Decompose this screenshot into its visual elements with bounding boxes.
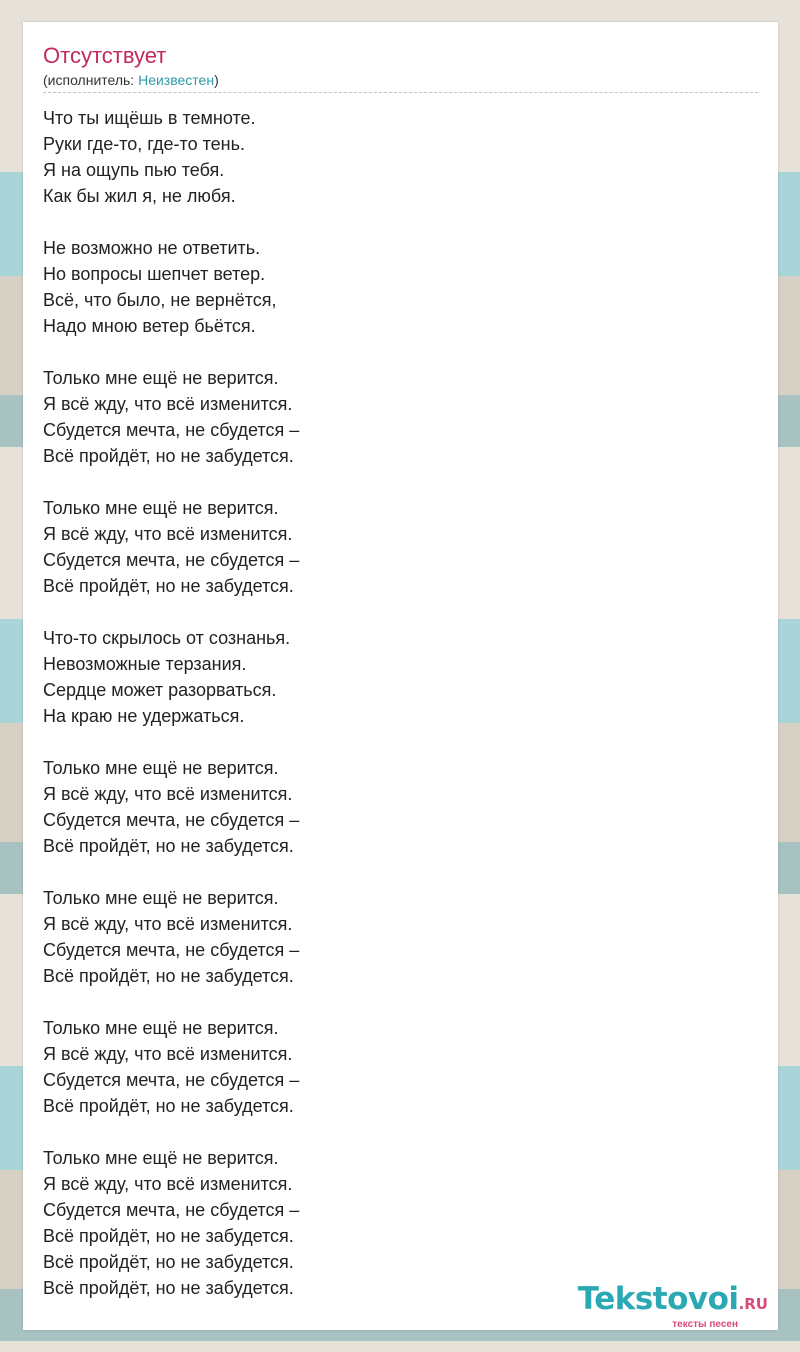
lyrics-line: Только мне ещё не верится. <box>43 498 279 518</box>
lyrics-line: Я всё жду, что всё изменится. <box>43 914 293 934</box>
lyrics-stanza <box>43 625 758 729</box>
lyrics-line: Сердце может разорваться. <box>43 680 277 700</box>
lyrics-line: Всё пройдёт, но не забудется. <box>43 1278 294 1298</box>
lyrics-line: Я всё жду, что всё изменится. <box>43 394 293 414</box>
lyrics-line: Как бы жил я, не любя. <box>43 186 236 206</box>
lyrics-line: Невозможные терзания. <box>43 654 247 674</box>
lyrics-line: Сбудется мечта, не сбудется – <box>43 1070 300 1090</box>
lyrics-line: Всё, что было, не вернётся, <box>43 290 277 310</box>
lyrics-body <box>43 105 758 1301</box>
lyrics-line: Всё пройдёт, но не забудется. <box>43 446 294 466</box>
lyrics-line: На краю не удержаться. <box>43 706 245 726</box>
lyrics-line: Руки где-то, где-то тень. <box>43 134 245 154</box>
lyrics-line: Что-то скрылось от сознанья. <box>43 628 291 648</box>
performer-prefix: (исполнитель: <box>43 72 139 88</box>
lyrics-line: Я всё жду, что всё изменится. <box>43 1044 293 1064</box>
performer-suffix: ) <box>214 72 219 88</box>
lyrics-line: Только мне ещё не верится. <box>43 1018 279 1038</box>
lyrics-line: Сбудется мечта, не сбудется – <box>43 1200 300 1220</box>
lyrics-line: Но вопросы шепчет ветер. <box>43 264 266 284</box>
lyrics-line: Только мне ещё не верится. <box>43 1148 279 1168</box>
lyrics-line: Надо мною ветер бьётся. <box>43 316 256 336</box>
lyrics-line: Я на ощупь пью тебя. <box>43 160 225 180</box>
lyrics-stanza <box>43 1145 758 1301</box>
lyrics-stanza <box>43 365 758 469</box>
lyrics-line: Сбудется мечта, не сбудется – <box>43 420 300 440</box>
lyrics-stanza <box>43 885 758 989</box>
logo-tagline: тексты песен <box>672 1319 738 1330</box>
lyrics-line: Я всё жду, что всё изменится. <box>43 1174 293 1194</box>
lyrics-line: Что ты ищёшь в темноте. <box>43 108 256 128</box>
lyrics-line: Всё пройдёт, но не забудется. <box>43 1226 294 1246</box>
lyrics-line: Я всё жду, что всё изменится. <box>43 784 293 804</box>
lyrics-line: Всё пройдёт, но не забудется. <box>43 576 294 596</box>
lyrics-line: Только мне ещё не верится. <box>43 758 279 778</box>
lyrics-card <box>23 22 778 1330</box>
song-title: Отсутствует <box>43 43 167 68</box>
logo-wordmark <box>548 1283 768 1320</box>
performer-line <box>43 70 758 93</box>
lyrics-line: Всё пройдёт, но не забудется. <box>43 1096 294 1116</box>
lyrics-line: Я всё жду, что всё изменится. <box>43 524 293 544</box>
lyrics-stanza <box>43 235 758 339</box>
artist-link[interactable]: Неизвестен <box>138 72 215 88</box>
lyrics-line: Сбудется мечта, не сбудется – <box>43 810 300 830</box>
lyrics-line: Только мне ещё не верится. <box>43 888 279 908</box>
lyrics-stanza <box>43 755 758 859</box>
logo-main-text: Tekstovoi <box>577 1281 739 1317</box>
lyrics-line: Всё пройдёт, но не забудется. <box>43 1252 294 1272</box>
lyrics-stanza <box>43 1015 758 1119</box>
lyrics-line: Сбудется мечта, не сбудется – <box>43 550 300 570</box>
lyrics-stanza <box>43 105 758 209</box>
lyrics-line: Не возможно не ответить. <box>43 238 261 258</box>
site-logo[interactable] <box>548 1283 768 1330</box>
logo-domain-suffix: .RU <box>738 1295 768 1313</box>
lyrics-line: Сбудется мечта, не сбудется – <box>43 940 300 960</box>
lyrics-line: Всё пройдёт, но не забудется. <box>43 836 294 856</box>
lyrics-line: Только мне ещё не верится. <box>43 368 279 388</box>
lyrics-line: Всё пройдёт, но не забудется. <box>43 966 294 986</box>
lyrics-stanza <box>43 495 758 599</box>
